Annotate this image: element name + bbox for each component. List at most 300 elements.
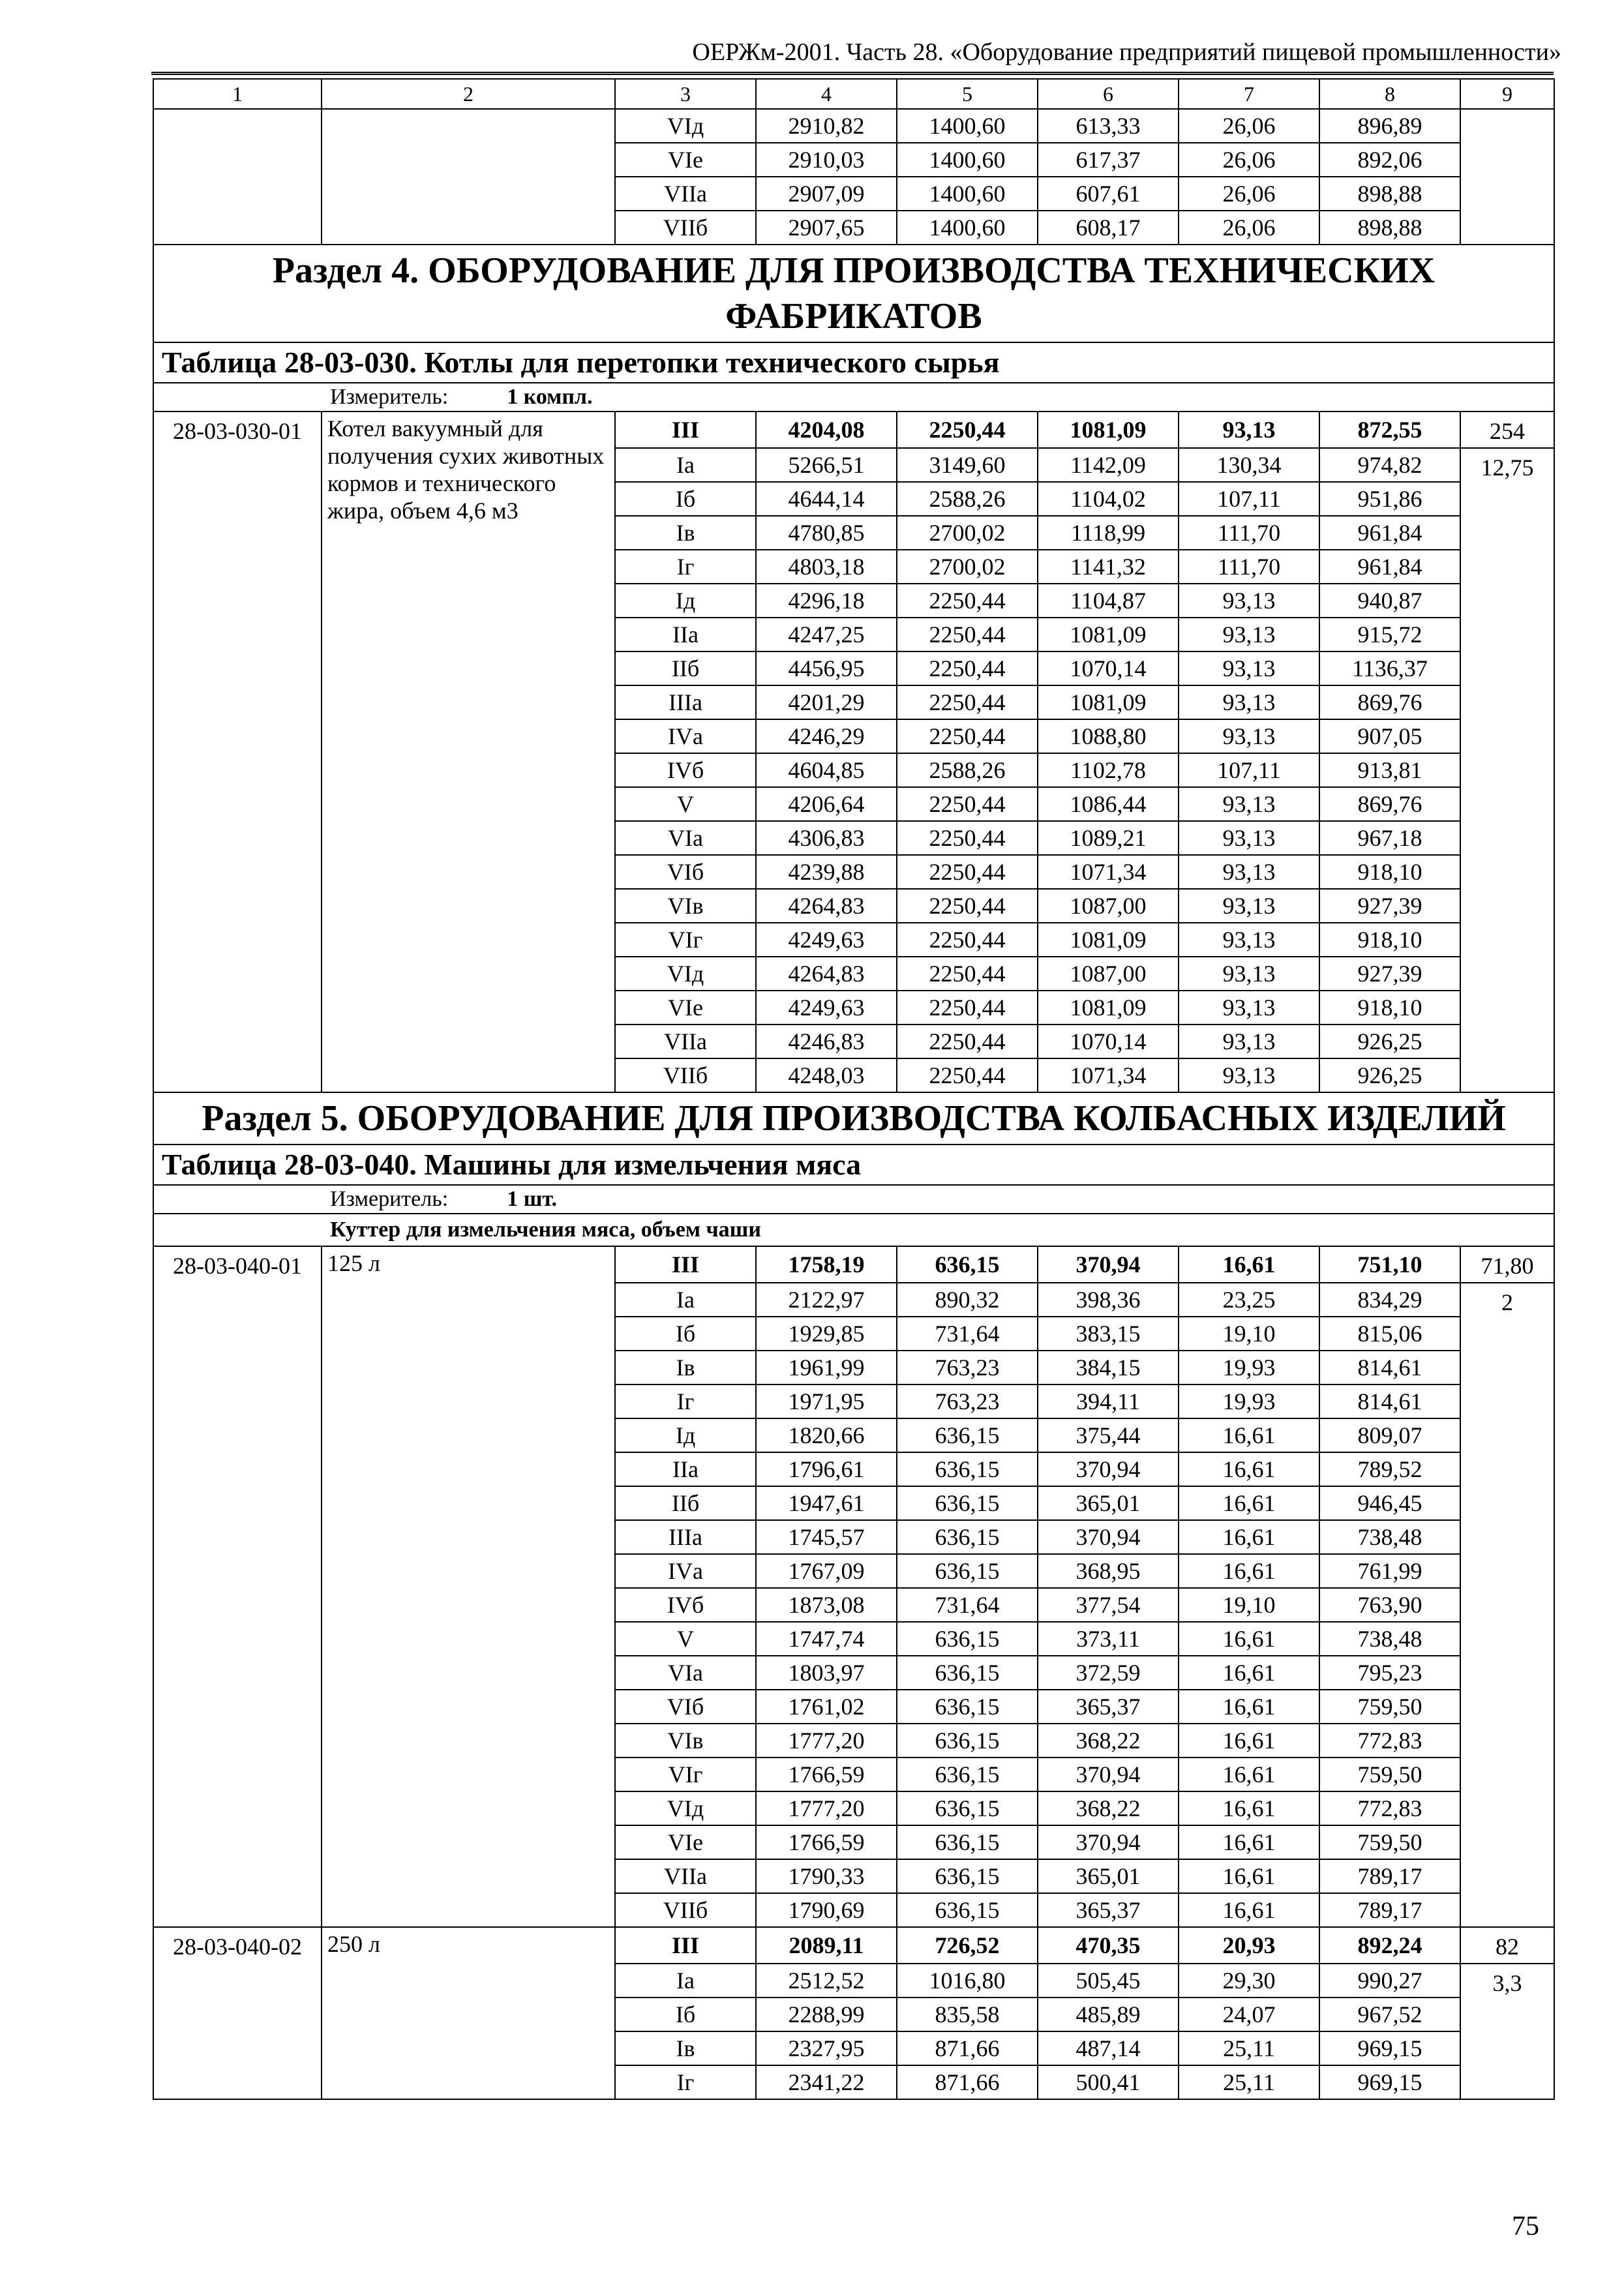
rate-value: 365,01 [1038, 1486, 1179, 1520]
rate-value: 763,23 [897, 1384, 1038, 1418]
rate-value: 368,22 [1038, 1791, 1179, 1825]
rate-value: 16,61 [1179, 1452, 1319, 1486]
rate-value: 1136,37 [1319, 651, 1460, 685]
rate-value: 915,72 [1319, 618, 1460, 651]
rate-value: 814,61 [1319, 1384, 1460, 1418]
zone-code: Iа [615, 448, 756, 482]
rate-value: 918,10 [1319, 991, 1460, 1025]
rate-value: 1929,85 [756, 1317, 897, 1351]
rate-value: 961,84 [1319, 550, 1460, 584]
rate-value: 1141,32 [1038, 550, 1179, 584]
rate-value: 913,81 [1319, 753, 1460, 787]
rate-value: 969,15 [1319, 2065, 1460, 2099]
rate-value: 907,05 [1319, 719, 1460, 753]
measure-unit: 1 шт. [507, 1187, 558, 1211]
rate-value: 4249,63 [756, 991, 897, 1025]
rate-value: 16,61 [1179, 1893, 1319, 1927]
rate-value: 368,22 [1038, 1724, 1179, 1758]
rate-value: 1142,09 [1038, 448, 1179, 482]
rate-value: 16,61 [1179, 1418, 1319, 1452]
rate-value: 2588,26 [897, 482, 1038, 516]
rate-value: 16,61 [1179, 1246, 1319, 1283]
item-code: 28-03-040-01 [153, 1246, 322, 1927]
rate-value: 19,93 [1179, 1351, 1319, 1384]
rate-value: 1081,09 [1038, 685, 1179, 719]
rate-value: 4239,88 [756, 855, 897, 889]
rate-value: 1071,34 [1038, 1058, 1179, 1092]
column-number: 3 [615, 79, 756, 109]
running-header: ОЕРЖм-2001. Часть 28. «Оборудование предприятий пищевой промышленности» [692, 38, 1561, 66]
rate-value: 1767,09 [756, 1554, 897, 1588]
item-code: 28-03-030-01 [153, 411, 322, 1092]
rate-value: 111,70 [1179, 550, 1319, 584]
zone-code: VIд [615, 1791, 756, 1825]
rate-value: 1777,20 [756, 1724, 897, 1758]
rate-value: 365,37 [1038, 1690, 1179, 1724]
rate-value: 869,76 [1319, 685, 1460, 719]
rate-value: 20,93 [1179, 1927, 1319, 1964]
measure-row [153, 1185, 1554, 1214]
table-title [153, 342, 1554, 383]
rate-value: 16,61 [1179, 1859, 1319, 1893]
rate-value: 763,90 [1319, 1588, 1460, 1622]
table-title [153, 1144, 1554, 1185]
section-title-text: Раздел 5. ОБОРУДОВАНИЕ ДЛЯ ПРОИЗВОДСТВА КОЛБАСНЫХ ИЗДЕЛИЙ [153, 1092, 1554, 1144]
rate-value: 2341,22 [756, 2065, 897, 2099]
rate-value: 2588,26 [897, 753, 1038, 787]
measure-cell [153, 383, 1554, 411]
rate-value: 872,55 [1319, 411, 1460, 448]
rate-value: 1766,59 [756, 1758, 897, 1791]
col9-value: 71,80 [1460, 1246, 1554, 1283]
rate-value: 4246,83 [756, 1025, 897, 1058]
rate-value: 927,39 [1319, 889, 1460, 923]
rate-value: 1796,61 [756, 1452, 897, 1486]
rate-value: 4204,08 [756, 411, 897, 448]
zone-code: Iа [615, 1964, 756, 1997]
rate-value: 898,88 [1319, 211, 1460, 245]
rate-value: 1081,09 [1038, 991, 1179, 1025]
rate-value: 16,61 [1179, 1758, 1319, 1791]
rate-value: 1081,09 [1038, 411, 1179, 448]
rate-value: 636,15 [897, 1724, 1038, 1758]
table-row [153, 411, 1554, 448]
zone-code: VIIб [615, 211, 756, 245]
rate-value: 636,15 [897, 1486, 1038, 1520]
rate-value: 636,15 [897, 1893, 1038, 1927]
rate-value: 16,61 [1179, 1622, 1319, 1656]
rate-value: 19,10 [1179, 1588, 1319, 1622]
rate-value: 636,15 [897, 1246, 1038, 1283]
rate-value: 2250,44 [897, 719, 1038, 753]
table-title-text: Таблица 28-03-040. Машины для измельчения мяса [153, 1144, 1554, 1185]
zone-code: IIа [615, 1452, 756, 1486]
rate-value: 25,11 [1179, 2065, 1319, 2099]
table-row [153, 1246, 1554, 1283]
rate-value: 814,61 [1319, 1351, 1460, 1384]
rate-value: 24,07 [1179, 1997, 1319, 2031]
rate-value: 93,13 [1179, 411, 1319, 448]
rate-value: 16,61 [1179, 1656, 1319, 1690]
rate-value: 2250,44 [897, 584, 1038, 618]
measure-unit: 1 компл. [507, 385, 593, 409]
rate-value: 815,06 [1319, 1317, 1460, 1351]
rate-value: 990,27 [1319, 1964, 1460, 1997]
rate-value: 1790,69 [756, 1893, 897, 1927]
zone-code: VIв [615, 889, 756, 923]
rate-value: 1088,80 [1038, 719, 1179, 753]
rate-value: 961,84 [1319, 516, 1460, 550]
rate-value: 368,95 [1038, 1554, 1179, 1588]
rate-value: 93,13 [1179, 787, 1319, 821]
zone-code: VIб [615, 855, 756, 889]
rate-value: 795,23 [1319, 1656, 1460, 1690]
rate-value: 761,99 [1319, 1554, 1460, 1588]
rate-value: 2700,02 [897, 550, 1038, 584]
table-row [153, 109, 1554, 143]
rate-value: 16,61 [1179, 1791, 1319, 1825]
rate-value: 759,50 [1319, 1825, 1460, 1859]
rate-value: 4247,25 [756, 618, 897, 651]
column-number: 2 [322, 79, 615, 109]
rate-value: 4644,14 [756, 482, 897, 516]
rate-value: 4780,85 [756, 516, 897, 550]
rate-value: 731,64 [897, 1317, 1038, 1351]
measure-cell [153, 1185, 1554, 1214]
rate-value: 1070,14 [1038, 651, 1179, 685]
rate-value: 969,15 [1319, 2031, 1460, 2065]
rate-value: 5266,51 [756, 448, 897, 482]
rate-value: 1971,95 [756, 1384, 897, 1418]
rate-value: 926,25 [1319, 1025, 1460, 1058]
rate-value: 608,17 [1038, 211, 1179, 245]
rate-value: 26,06 [1179, 143, 1319, 177]
zone-code: VIIб [615, 1058, 756, 1092]
zone-code: VIе [615, 1825, 756, 1859]
zone-code: VIIа [615, 1025, 756, 1058]
rate-value: 1081,09 [1038, 923, 1179, 957]
measure-label: Измеритель: [330, 385, 449, 409]
rate-value: 2288,99 [756, 1997, 897, 2031]
rate-value: 772,83 [1319, 1791, 1460, 1825]
rate-value: 2089,11 [756, 1927, 897, 1964]
rate-value: 93,13 [1179, 991, 1319, 1025]
zone-code: IIб [615, 1486, 756, 1520]
zone-code: V [615, 1622, 756, 1656]
rate-value: 726,52 [897, 1927, 1038, 1964]
zone-code: IIб [615, 651, 756, 685]
rate-value: 835,58 [897, 1997, 1038, 2031]
zone-code: VIд [615, 109, 756, 143]
rate-value: 1961,99 [756, 1351, 897, 1384]
column-number: 5 [897, 79, 1038, 109]
item-name: 125 л [322, 1246, 615, 1927]
rate-value: 375,44 [1038, 1418, 1179, 1452]
item-name: Котел вакуумный для получения сухих животных кормов и технического жира, объем 4,6 м3 [322, 411, 615, 1092]
item-code: 28-03-040-02 [153, 1927, 322, 2099]
zone-code: IVа [615, 1554, 756, 1588]
rate-value: 1761,02 [756, 1690, 897, 1724]
rate-value: 2250,44 [897, 411, 1038, 448]
rate-value: 1089,21 [1038, 821, 1179, 855]
zone-code: Iв [615, 2031, 756, 2065]
rate-value: 940,87 [1319, 584, 1460, 618]
rate-value: 951,86 [1319, 482, 1460, 516]
rate-value: 1087,00 [1038, 957, 1179, 991]
rate-value: 370,94 [1038, 1246, 1179, 1283]
table-title-text: Таблица 28-03-030. Котлы для перетопки технического сырья [153, 342, 1554, 383]
rate-value: 26,06 [1179, 177, 1319, 211]
rate-value: 4201,29 [756, 685, 897, 719]
rate-value: 2250,44 [897, 923, 1038, 957]
rate-value: 1777,20 [756, 1791, 897, 1825]
rate-value: 1016,80 [897, 1964, 1038, 1997]
zone-code: Iб [615, 482, 756, 516]
zone-code: IIа [615, 618, 756, 651]
zone-code: Iв [615, 1351, 756, 1384]
rate-value: 25,11 [1179, 2031, 1319, 2065]
rate-value: 967,52 [1319, 1997, 1460, 2031]
rate-value: 759,50 [1319, 1690, 1460, 1724]
rate-value: 1400,60 [897, 109, 1038, 143]
rate-value: 759,50 [1319, 1758, 1460, 1791]
measure-label: Измеритель: [330, 1187, 449, 1211]
rate-value: 1947,61 [756, 1486, 897, 1520]
zone-code: VIг [615, 1758, 756, 1791]
rate-value: 505,45 [1038, 1964, 1179, 1997]
col9-value: 82 [1460, 1927, 1554, 1964]
zone-code: IIIа [615, 685, 756, 719]
zone-code: Iд [615, 584, 756, 618]
zone-code: IIIа [615, 1520, 756, 1554]
rate-value: 370,94 [1038, 1758, 1179, 1791]
rate-value: 636,15 [897, 1859, 1038, 1893]
rate-value: 1400,60 [897, 211, 1038, 245]
rate-value: 365,37 [1038, 1893, 1179, 1927]
rate-value: 370,94 [1038, 1825, 1179, 1859]
rate-value: 398,36 [1038, 1283, 1179, 1317]
rate-value: 93,13 [1179, 651, 1319, 685]
zone-code: III [615, 411, 756, 448]
rate-value: 4803,18 [756, 550, 897, 584]
rate-value: 16,61 [1179, 1520, 1319, 1554]
measure-row [153, 383, 1554, 411]
zone-code: III [615, 1246, 756, 1283]
rate-value: 4248,03 [756, 1058, 897, 1092]
rates-table [153, 78, 1555, 2100]
rate-value: 636,15 [897, 1791, 1038, 1825]
zone-code: IVа [615, 719, 756, 753]
rate-value: 918,10 [1319, 923, 1460, 957]
rate-value: 2250,44 [897, 787, 1038, 821]
rate-value: 16,61 [1179, 1690, 1319, 1724]
rate-value: 93,13 [1179, 1025, 1319, 1058]
rate-value: 93,13 [1179, 923, 1319, 957]
rate-value: 394,11 [1038, 1384, 1179, 1418]
rate-value: 1820,66 [756, 1418, 897, 1452]
rate-value: 896,89 [1319, 109, 1460, 143]
rate-value: 2250,44 [897, 991, 1038, 1025]
rate-value: 2250,44 [897, 685, 1038, 719]
rate-value: 967,18 [1319, 821, 1460, 855]
rate-value: 834,29 [1319, 1283, 1460, 1317]
rate-value: 373,11 [1038, 1622, 1179, 1656]
zone-code: Iб [615, 1317, 756, 1351]
zone-code: Iа [615, 1283, 756, 1317]
rate-value: 2700,02 [897, 516, 1038, 550]
rate-value: 738,48 [1319, 1622, 1460, 1656]
rate-value: 2907,65 [756, 211, 897, 245]
rate-value: 26,06 [1179, 109, 1319, 143]
col9-value: 254 [1460, 411, 1554, 448]
rate-value: 2250,44 [897, 889, 1038, 923]
rate-value: 789,52 [1319, 1452, 1460, 1486]
rate-value: 636,15 [897, 1418, 1038, 1452]
zone-code: VIе [615, 143, 756, 177]
rate-value: 1104,02 [1038, 482, 1179, 516]
rate-value: 892,06 [1319, 143, 1460, 177]
zone-code: VIIа [615, 1859, 756, 1893]
rate-value: 3149,60 [897, 448, 1038, 482]
rate-value: 93,13 [1179, 685, 1319, 719]
zone-code: VIа [615, 1656, 756, 1690]
rate-value: 485,89 [1038, 1997, 1179, 2031]
rate-value: 4456,95 [756, 651, 897, 685]
rate-value: 107,11 [1179, 482, 1319, 516]
zone-code: VIв [615, 1724, 756, 1758]
column-number: 7 [1179, 79, 1319, 109]
rate-value: 1118,99 [1038, 516, 1179, 550]
rate-value: 23,25 [1179, 1283, 1319, 1317]
empty-cell [322, 109, 615, 245]
rate-value: 751,10 [1319, 1246, 1460, 1283]
col9-value: 2 [1460, 1283, 1554, 1927]
rate-value: 2512,52 [756, 1964, 897, 1997]
rate-value: 4206,64 [756, 787, 897, 821]
rate-value: 898,88 [1319, 177, 1460, 211]
subtable-title [153, 1214, 1554, 1246]
zone-code: Iб [615, 1997, 756, 2031]
rate-value: 1071,34 [1038, 855, 1179, 889]
rate-value: 1087,00 [1038, 889, 1179, 923]
rate-value: 1803,97 [756, 1656, 897, 1690]
rate-value: 487,14 [1038, 2031, 1179, 2065]
rate-value: 93,13 [1179, 584, 1319, 618]
rate-value: 871,66 [897, 2031, 1038, 2065]
rate-value: 636,15 [897, 1690, 1038, 1724]
rate-value: 93,13 [1179, 1058, 1319, 1092]
rate-value: 4604,85 [756, 753, 897, 787]
rate-value: 926,25 [1319, 1058, 1460, 1092]
header-rule [151, 72, 1554, 75]
rate-value: 789,17 [1319, 1893, 1460, 1927]
rate-value: 1070,14 [1038, 1025, 1179, 1058]
rate-value: 111,70 [1179, 516, 1319, 550]
rate-value: 974,82 [1319, 448, 1460, 482]
zone-code: Iг [615, 1384, 756, 1418]
zone-code: III [615, 1927, 756, 1964]
rate-value: 1104,87 [1038, 584, 1179, 618]
rate-value: 16,61 [1179, 1486, 1319, 1520]
rate-value: 2250,44 [897, 618, 1038, 651]
rate-value: 918,10 [1319, 855, 1460, 889]
rate-value: 93,13 [1179, 855, 1319, 889]
rate-value: 636,15 [897, 1554, 1038, 1588]
rate-value: 93,13 [1179, 618, 1319, 651]
rate-value: 772,83 [1319, 1724, 1460, 1758]
rate-value: 4264,83 [756, 957, 897, 991]
rate-value: 29,30 [1179, 1964, 1319, 1997]
zone-code: VIд [615, 957, 756, 991]
column-number: 1 [153, 79, 322, 109]
rate-value: 636,15 [897, 1520, 1038, 1554]
rate-value: 2250,44 [897, 821, 1038, 855]
rate-value: 607,61 [1038, 177, 1179, 211]
rate-value: 763,23 [897, 1351, 1038, 1384]
zone-code: Iв [615, 516, 756, 550]
rate-value: 2250,44 [897, 957, 1038, 991]
rate-value: 384,15 [1038, 1351, 1179, 1384]
rate-value: 4296,18 [756, 584, 897, 618]
rate-value: 1086,44 [1038, 787, 1179, 821]
rate-value: 617,37 [1038, 143, 1179, 177]
rate-value: 636,15 [897, 1656, 1038, 1690]
rate-value: 2327,95 [756, 2031, 897, 2065]
rate-value: 2250,44 [897, 1025, 1038, 1058]
rate-value: 1400,60 [897, 177, 1038, 211]
rate-value: 370,94 [1038, 1452, 1179, 1486]
zone-code: VIIа [615, 177, 756, 211]
subtable-title-text: Куттер для измельчения мяса, объем чаши [153, 1214, 1554, 1246]
rate-value: 1745,57 [756, 1520, 897, 1554]
rate-value: 2250,44 [897, 1058, 1038, 1092]
rate-value: 636,15 [897, 1622, 1038, 1656]
zone-code: VIг [615, 923, 756, 957]
rate-value: 636,15 [897, 1452, 1038, 1486]
rate-value: 93,13 [1179, 821, 1319, 855]
rate-value: 738,48 [1319, 1520, 1460, 1554]
rate-value: 2907,09 [756, 177, 897, 211]
rate-value: 809,07 [1319, 1418, 1460, 1452]
rate-value: 130,34 [1179, 448, 1319, 482]
rate-value: 2122,97 [756, 1283, 897, 1317]
rate-value: 93,13 [1179, 957, 1319, 991]
zone-code: Iг [615, 2065, 756, 2099]
rate-value: 372,59 [1038, 1656, 1179, 1690]
empty-cell [1460, 109, 1554, 245]
rate-value: 16,61 [1179, 1554, 1319, 1588]
rate-value: 2910,03 [756, 143, 897, 177]
rate-value: 2250,44 [897, 651, 1038, 685]
zone-code: V [615, 787, 756, 821]
section-title-text: Раздел 4. ОБОРУДОВАНИЕ ДЛЯ ПРОИЗВОДСТВА ТЕХНИЧЕСКИХ ФАБРИКАТОВ [153, 245, 1554, 342]
rate-value: 892,24 [1319, 1927, 1460, 1964]
column-number: 4 [756, 79, 897, 109]
rate-value: 871,66 [897, 2065, 1038, 2099]
rate-value: 613,33 [1038, 109, 1179, 143]
rate-value: 93,13 [1179, 719, 1319, 753]
rate-value: 1758,19 [756, 1246, 897, 1283]
col9-value: 3,3 [1460, 1964, 1554, 2099]
rate-value: 19,93 [1179, 1384, 1319, 1418]
column-number: 9 [1460, 79, 1554, 109]
rate-value: 93,13 [1179, 889, 1319, 923]
rate-value: 789,17 [1319, 1859, 1460, 1893]
rate-value: 16,61 [1179, 1724, 1319, 1758]
rate-value: 4306,83 [756, 821, 897, 855]
rate-value: 636,15 [897, 1825, 1038, 1859]
rate-value: 365,01 [1038, 1859, 1179, 1893]
